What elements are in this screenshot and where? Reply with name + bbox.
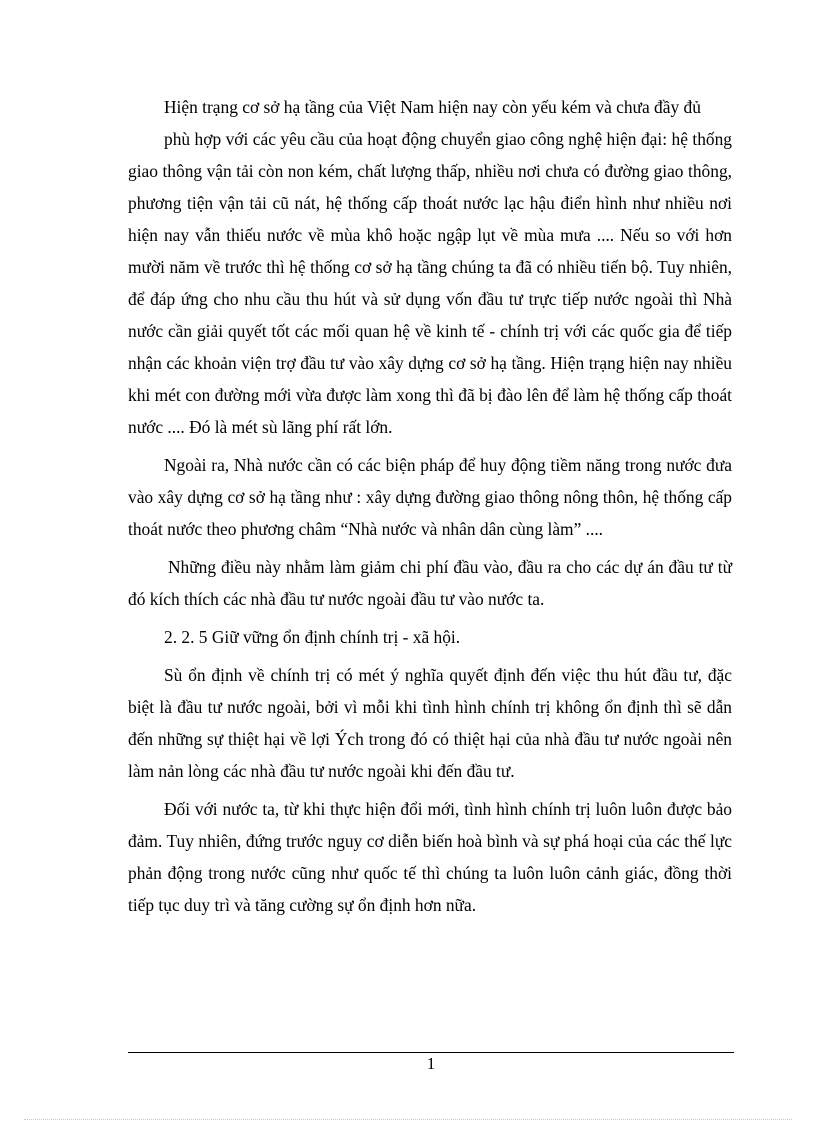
page-number: 1 — [426, 1054, 436, 1073]
document-body — [128, 91, 732, 921]
paragraph-political-stability: Sù ổn định về chính trị có mét ý nghĩa quyết định đến việc thu hút đầu tư, đặc biệt là đầu tư nước ngoài, bởi vì mỗi khi tình hình chính trị không ổn định thì sẽ dẫn đến những sự thiệt hại về lợi Ých trong đó có thiệt hại của nhà đầu tư nước ngoài nên làm nản lòng các nhà đầu tư nước ngoài khi đến đầu tư. — [128, 665, 732, 781]
paragraph-infrastructure-intro: Hiện trạng cơ sở hạ tầng của Việt Nam hiện nay còn yếu kém và chưa đầy đủ — [164, 97, 701, 117]
paragraph-mobilize-potential: Ngoài ra, Nhà nước cần có các biện pháp để huy động tiềm năng trong nước đưa vào xây dựng cơ sở hạ tầng như : xây dựng đường giao thông nông thôn, hệ thống cấp thoát nước theo phương châm “Nhà nước và nhân dân cùng làm” .... — [128, 455, 732, 539]
section-heading: 2. 2. 5 Giữ vững ổn định chính trị - xã hội. — [164, 627, 461, 647]
page-bottom-dotted-line — [24, 1119, 792, 1120]
paragraph-reduce-costs: Những điều này nhằm làm giảm chi phí đầu vào, đầu ra cho các dự án đầu tư từ đó kích thích các nhà đầu tư nước ngoài đầu tư vào nước ta. — [128, 557, 732, 609]
paragraph-renovation: Đối với nước ta, từ khi thực hiện đổi mới, tình hình chính trị luôn luôn được bảo đảm. Tuy nhiên, đứng trước nguy cơ diễn biến hoà bình và sự phá hoại của các thế lực phản động trong nước cũng như quốc tế thì chúng ta luôn luôn cảnh giác, đồng thời tiếp tục duy trì và tăng cường sự ổn định hơn nữa. — [128, 799, 732, 915]
paragraph-infrastructure-details: phù hợp với các yêu cầu của hoạt động chuyển giao công nghệ hiện đại: hệ thống giao thông vận tải còn non kém, chất lượng thấp, nhiều nơi chưa có đường giao thông, phương tiện vận tải cũ nát, hệ thống cấp thoát nước lạc hậu điển hình như nhiều nơi hiện nay vẫn thiếu nước về mùa khô hoặc ngập lụt về mùa mưa .... Nếu so với hơn mười năm về trước thì hệ thống cơ sở hạ tầng chúng ta đã có nhiều tiến bộ. Tuy nhiên, để đáp ứng cho nhu cầu thu hút và sử dụng vốn đầu tư trực tiếp nước ngoài thì Nhà nước cần giải quyết tốt các mối quan hệ về kinh tế - chính trị với các quốc gia để tiếp nhận các khoản viện trợ đầu tư vào xây dựng cơ sở hạ tầng. Hiện trạng hiện nay nhiều khi mét con đường mới vừa được làm xong thì đã bị đào lên để làm hệ thống cấp thoát nước .... Đó là mét sù lãng phí rất lớn. — [128, 129, 732, 437]
